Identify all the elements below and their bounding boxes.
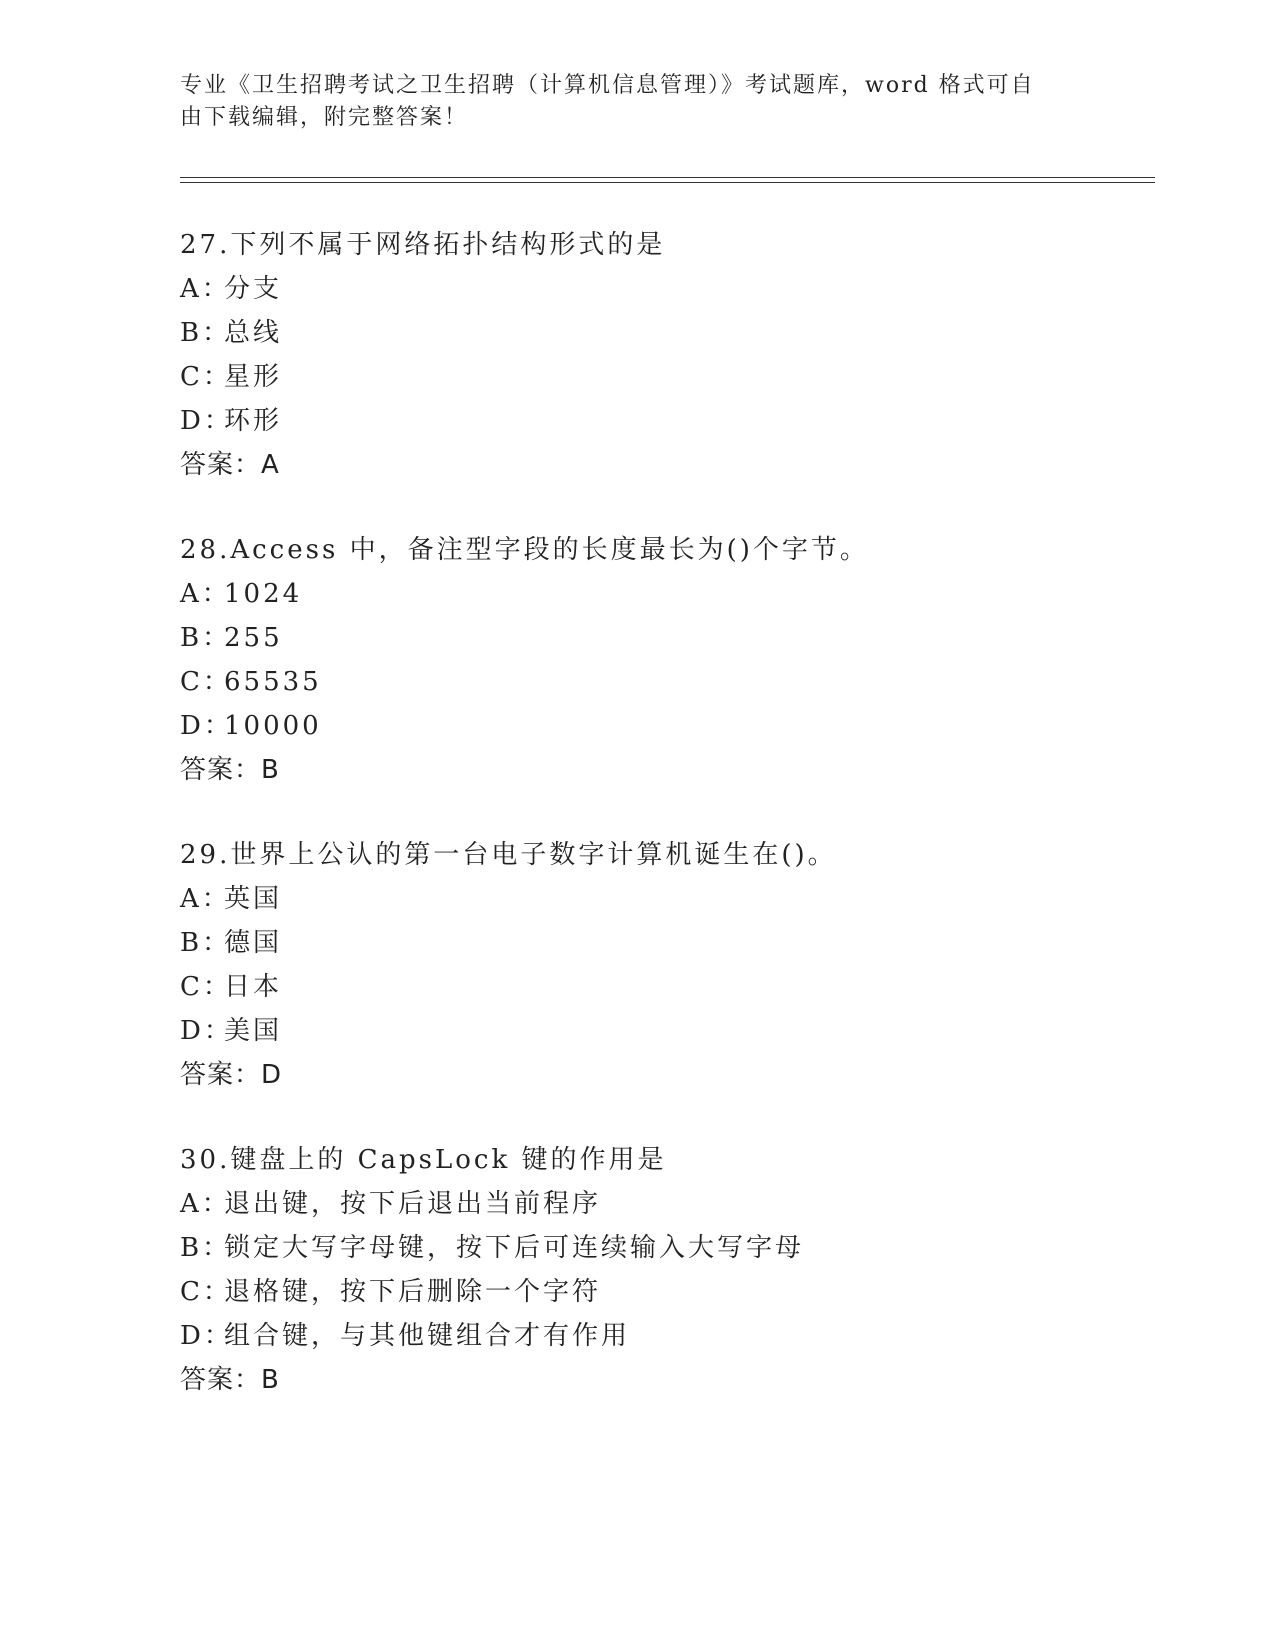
answer-line [180,1053,1155,1097]
header-line-2: 由下载编辑，附完整答案！ [180,105,469,130]
answer-line [180,748,1155,792]
option-text: 65535 [224,667,322,697]
option-c [180,1270,1155,1314]
answer-label: 答案： [180,1060,262,1090]
option-text: 日本 [224,972,283,1002]
option-text: 英国 [224,884,283,914]
option-a [180,267,1155,311]
option-b [180,616,1155,660]
header-divider-bottom [180,182,1155,183]
answer-value: A [261,450,280,480]
option-key: C： [180,972,232,1002]
option-c [180,355,1155,399]
option-key: B： [180,928,232,958]
option-text: 美国 [224,1016,283,1046]
option-key: A： [180,579,231,609]
option-key: D： [180,406,233,436]
option-d [180,399,1155,443]
option-text: 锁定大写字母键，按下后可连续输入大写字母 [224,1233,805,1263]
answer-label: 答案： [180,1365,262,1395]
document-header [180,70,1060,134]
question-title: 28.Access 中，备注型字段的长度最长为()个字节。 [180,535,869,565]
option-b [180,921,1155,965]
option-key: D： [180,1321,233,1351]
option-text: 环形 [224,406,283,436]
question-title: 27.下列不属于网络拓扑结构形式的是 [180,230,666,260]
question-block [180,528,1155,792]
option-key: A： [180,274,231,304]
option-key: A： [180,1189,231,1219]
option-text: 退格键，按下后删除一个字符 [224,1277,602,1307]
question-title: 29.世界上公认的第一台电子数字计算机诞生在()。 [180,840,837,870]
option-d [180,1009,1155,1053]
option-text: 组合键，与其他键组合才有作用 [224,1321,631,1351]
option-key: C： [180,667,232,697]
option-text: 1024 [224,579,303,609]
option-a [180,572,1155,616]
option-b [180,311,1155,355]
question-block [180,833,1155,1097]
option-text: 255 [224,623,283,653]
option-d [180,1314,1155,1358]
option-a [180,1182,1155,1226]
option-text: 总线 [224,318,283,348]
option-text: 星形 [224,362,283,392]
answer-value: D [261,1060,283,1090]
option-a [180,877,1155,921]
option-text: 分支 [224,274,283,304]
option-key: B： [180,318,232,348]
option-key: B： [180,623,232,653]
option-key: D： [180,1016,233,1046]
option-key: C： [180,1277,232,1307]
answer-value: B [261,1365,280,1395]
answer-label: 答案： [180,755,262,785]
option-d [180,704,1155,748]
question-block [180,223,1155,487]
answer-line [180,443,1155,487]
answer-value: B [261,755,280,785]
question-block [180,1138,1155,1402]
option-text: 退出键，按下后退出当前程序 [224,1189,602,1219]
option-key: D： [180,711,233,741]
header-line-1: 专业《卫生招聘考试之卫生招聘（计算机信息管理）》考试题库，word 格式可自 [180,73,1035,98]
option-key: B： [180,1233,232,1263]
option-text: 德国 [224,928,283,958]
option-key: A： [180,884,231,914]
option-c [180,660,1155,704]
option-b [180,1226,1155,1270]
option-text: 10000 [224,711,322,741]
option-key: C： [180,362,232,392]
answer-label: 答案： [180,450,262,480]
question-title: 30.键盘上的 CapsLock 键的作用是 [180,1145,667,1175]
answer-line [180,1358,1155,1402]
option-c [180,965,1155,1009]
header-divider-top [180,177,1155,178]
